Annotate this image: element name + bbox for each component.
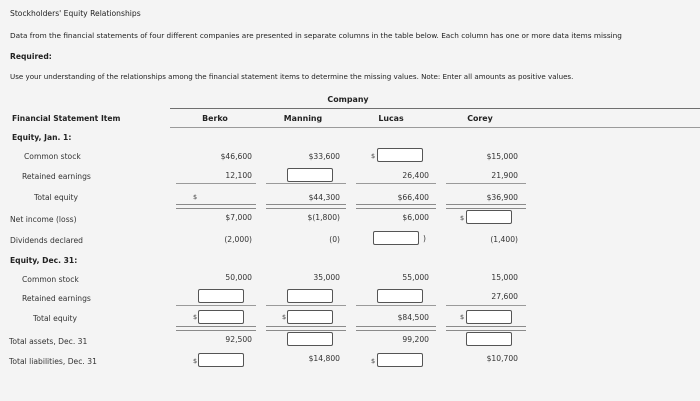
lucas-retained-earnings-jan: 26,400 bbox=[402, 171, 429, 180]
page-title: Stockholders' Equity Relationships bbox=[10, 9, 141, 18]
berko-total-liabilities-input[interactable] bbox=[198, 353, 244, 367]
manning-retained-earnings-dec-input[interactable] bbox=[287, 289, 333, 303]
lucas-total-liabilities-input[interactable] bbox=[377, 353, 423, 367]
corey-total-rule-dec bbox=[446, 326, 526, 331]
corey-total-equity-dec-input[interactable] bbox=[466, 310, 512, 324]
lucas-subtotal-rule-dec bbox=[356, 305, 436, 306]
manning-total-liabilities: $14,800 bbox=[308, 354, 340, 363]
lucas-total-liabilities-currency: $ bbox=[371, 357, 376, 365]
berko-total-rule-jan bbox=[176, 204, 256, 209]
lucas-common-stock-jan-currency: $ bbox=[371, 152, 376, 160]
row-label-common-stock-jan: Common stock bbox=[24, 152, 81, 161]
lucas-retained-earnings-dec-input[interactable] bbox=[377, 289, 423, 303]
lucas-total-equity-dec: $84,500 bbox=[397, 313, 429, 322]
corey-common-stock-jan: $15,000 bbox=[486, 152, 518, 161]
lucas-common-stock-jan-input[interactable] bbox=[377, 148, 423, 162]
row-label-equity-dec: Equity, Dec. 31: bbox=[10, 256, 78, 265]
corey-subtotal-rule-jan bbox=[446, 183, 526, 184]
corey-total-assets-input[interactable] bbox=[466, 332, 512, 346]
corey-total-equity-jan: $36,900 bbox=[486, 193, 518, 202]
berko-common-stock-jan: $46,600 bbox=[220, 152, 252, 161]
berko-net-income: $7,000 bbox=[225, 213, 252, 222]
manning-total-equity-dec-input[interactable] bbox=[287, 310, 333, 324]
row-label-dividends: Dividends declared bbox=[10, 236, 83, 245]
manning-total-assets-input[interactable] bbox=[287, 332, 333, 346]
lucas-net-income: $6,000 bbox=[402, 213, 429, 222]
manning-subtotal-rule-dec bbox=[266, 305, 346, 306]
manning-subtotal-rule-jan bbox=[266, 183, 346, 184]
lucas-dividends-close-paren: ) bbox=[423, 234, 426, 243]
corey-total-rule-jan bbox=[446, 204, 526, 209]
instructions-text: Use your understanding of the relationships among the financial statement items to determine the missing values. Note: Enter all amounts as positive values. bbox=[10, 72, 574, 81]
row-label-equity-jan: Equity, Jan. 1: bbox=[12, 133, 72, 142]
lucas-subtotal-rule-jan bbox=[356, 183, 436, 184]
row-label-total-liabilities: Total liabilities, Dec. 31 bbox=[9, 357, 97, 366]
corey-retained-earnings-jan: 21,900 bbox=[491, 171, 518, 180]
row-label-net-income: Net income (loss) bbox=[10, 215, 77, 224]
corey-net-income-currency: $ bbox=[460, 214, 465, 222]
company-rule bbox=[170, 108, 700, 109]
row-label-total-assets: Total assets, Dec. 31 bbox=[9, 337, 88, 346]
lucas-total-rule-jan bbox=[356, 204, 436, 209]
corey-subtotal-rule-dec bbox=[446, 305, 526, 306]
company-header: Company bbox=[327, 95, 369, 104]
berko-retained-earnings-dec-input[interactable] bbox=[198, 289, 244, 303]
column-header-lucas: Lucas bbox=[378, 114, 404, 123]
corey-dividends: (1,400) bbox=[490, 235, 518, 244]
berko-subtotal-rule-dec bbox=[176, 305, 256, 306]
required-label: Required: bbox=[10, 52, 52, 61]
column-header-rule bbox=[170, 127, 700, 128]
manning-common-stock-jan: $33,600 bbox=[308, 152, 340, 161]
corey-common-stock-dec: 15,000 bbox=[491, 273, 518, 282]
row-label-total-equity-jan: Total equity bbox=[34, 193, 79, 202]
manning-total-rule-dec bbox=[266, 326, 346, 331]
row-label-retained-earnings-dec: Retained earnings bbox=[22, 294, 91, 303]
corey-total-liabilities: $10,700 bbox=[486, 354, 518, 363]
lucas-dividends-input[interactable] bbox=[373, 231, 419, 245]
lucas-common-stock-dec: 55,000 bbox=[402, 273, 429, 282]
manning-net-income: $(1,800) bbox=[307, 213, 340, 222]
berko-total-assets: 92,500 bbox=[225, 335, 252, 344]
row-label-common-stock-dec: Common stock bbox=[22, 275, 79, 284]
corey-retained-earnings-dec: 27,600 bbox=[491, 292, 518, 301]
berko-common-stock-dec: 50,000 bbox=[225, 273, 252, 282]
berko-retained-earnings-jan: 12,100 bbox=[225, 171, 252, 180]
corey-net-income-input[interactable] bbox=[466, 210, 512, 224]
manning-total-rule-jan bbox=[266, 204, 346, 209]
manning-total-equity-jan: $44,300 bbox=[308, 193, 340, 202]
berko-total-equity-dec-input[interactable] bbox=[198, 310, 244, 324]
berko-total-equity-dec-currency: $ bbox=[193, 313, 198, 321]
lucas-total-rule-dec bbox=[356, 326, 436, 331]
row-label-total-equity-dec: Total equity bbox=[33, 314, 78, 323]
row-label-retained-earnings-jan: Retained earnings bbox=[22, 172, 91, 181]
column-header-corey: Corey bbox=[467, 114, 493, 123]
corey-total-equity-dec-currency: $ bbox=[460, 313, 465, 321]
manning-dividends: (0) bbox=[329, 235, 340, 244]
manning-common-stock-dec: 35,000 bbox=[313, 273, 340, 282]
berko-subtotal-rule-jan bbox=[176, 183, 256, 184]
berko-total-liabilities-currency: $ bbox=[193, 357, 198, 365]
lucas-total-assets: 99,200 bbox=[402, 335, 429, 344]
manning-retained-earnings-jan-input[interactable] bbox=[287, 168, 333, 182]
berko-total-equity-jan-currency: $ bbox=[193, 193, 198, 201]
lucas-total-equity-jan: $66,400 bbox=[397, 193, 429, 202]
manning-total-equity-dec-currency: $ bbox=[282, 313, 287, 321]
berko-total-rule-dec bbox=[176, 326, 256, 331]
intro-text: Data from the financial statements of four different companies are presented in separate columns in the table below. Each column has one or more data items missing bbox=[10, 31, 622, 40]
item-column-header: Financial Statement Item bbox=[12, 114, 121, 123]
berko-dividends: (2,000) bbox=[224, 235, 252, 244]
column-header-manning: Manning bbox=[283, 114, 323, 123]
column-header-berko: Berko bbox=[202, 114, 228, 123]
